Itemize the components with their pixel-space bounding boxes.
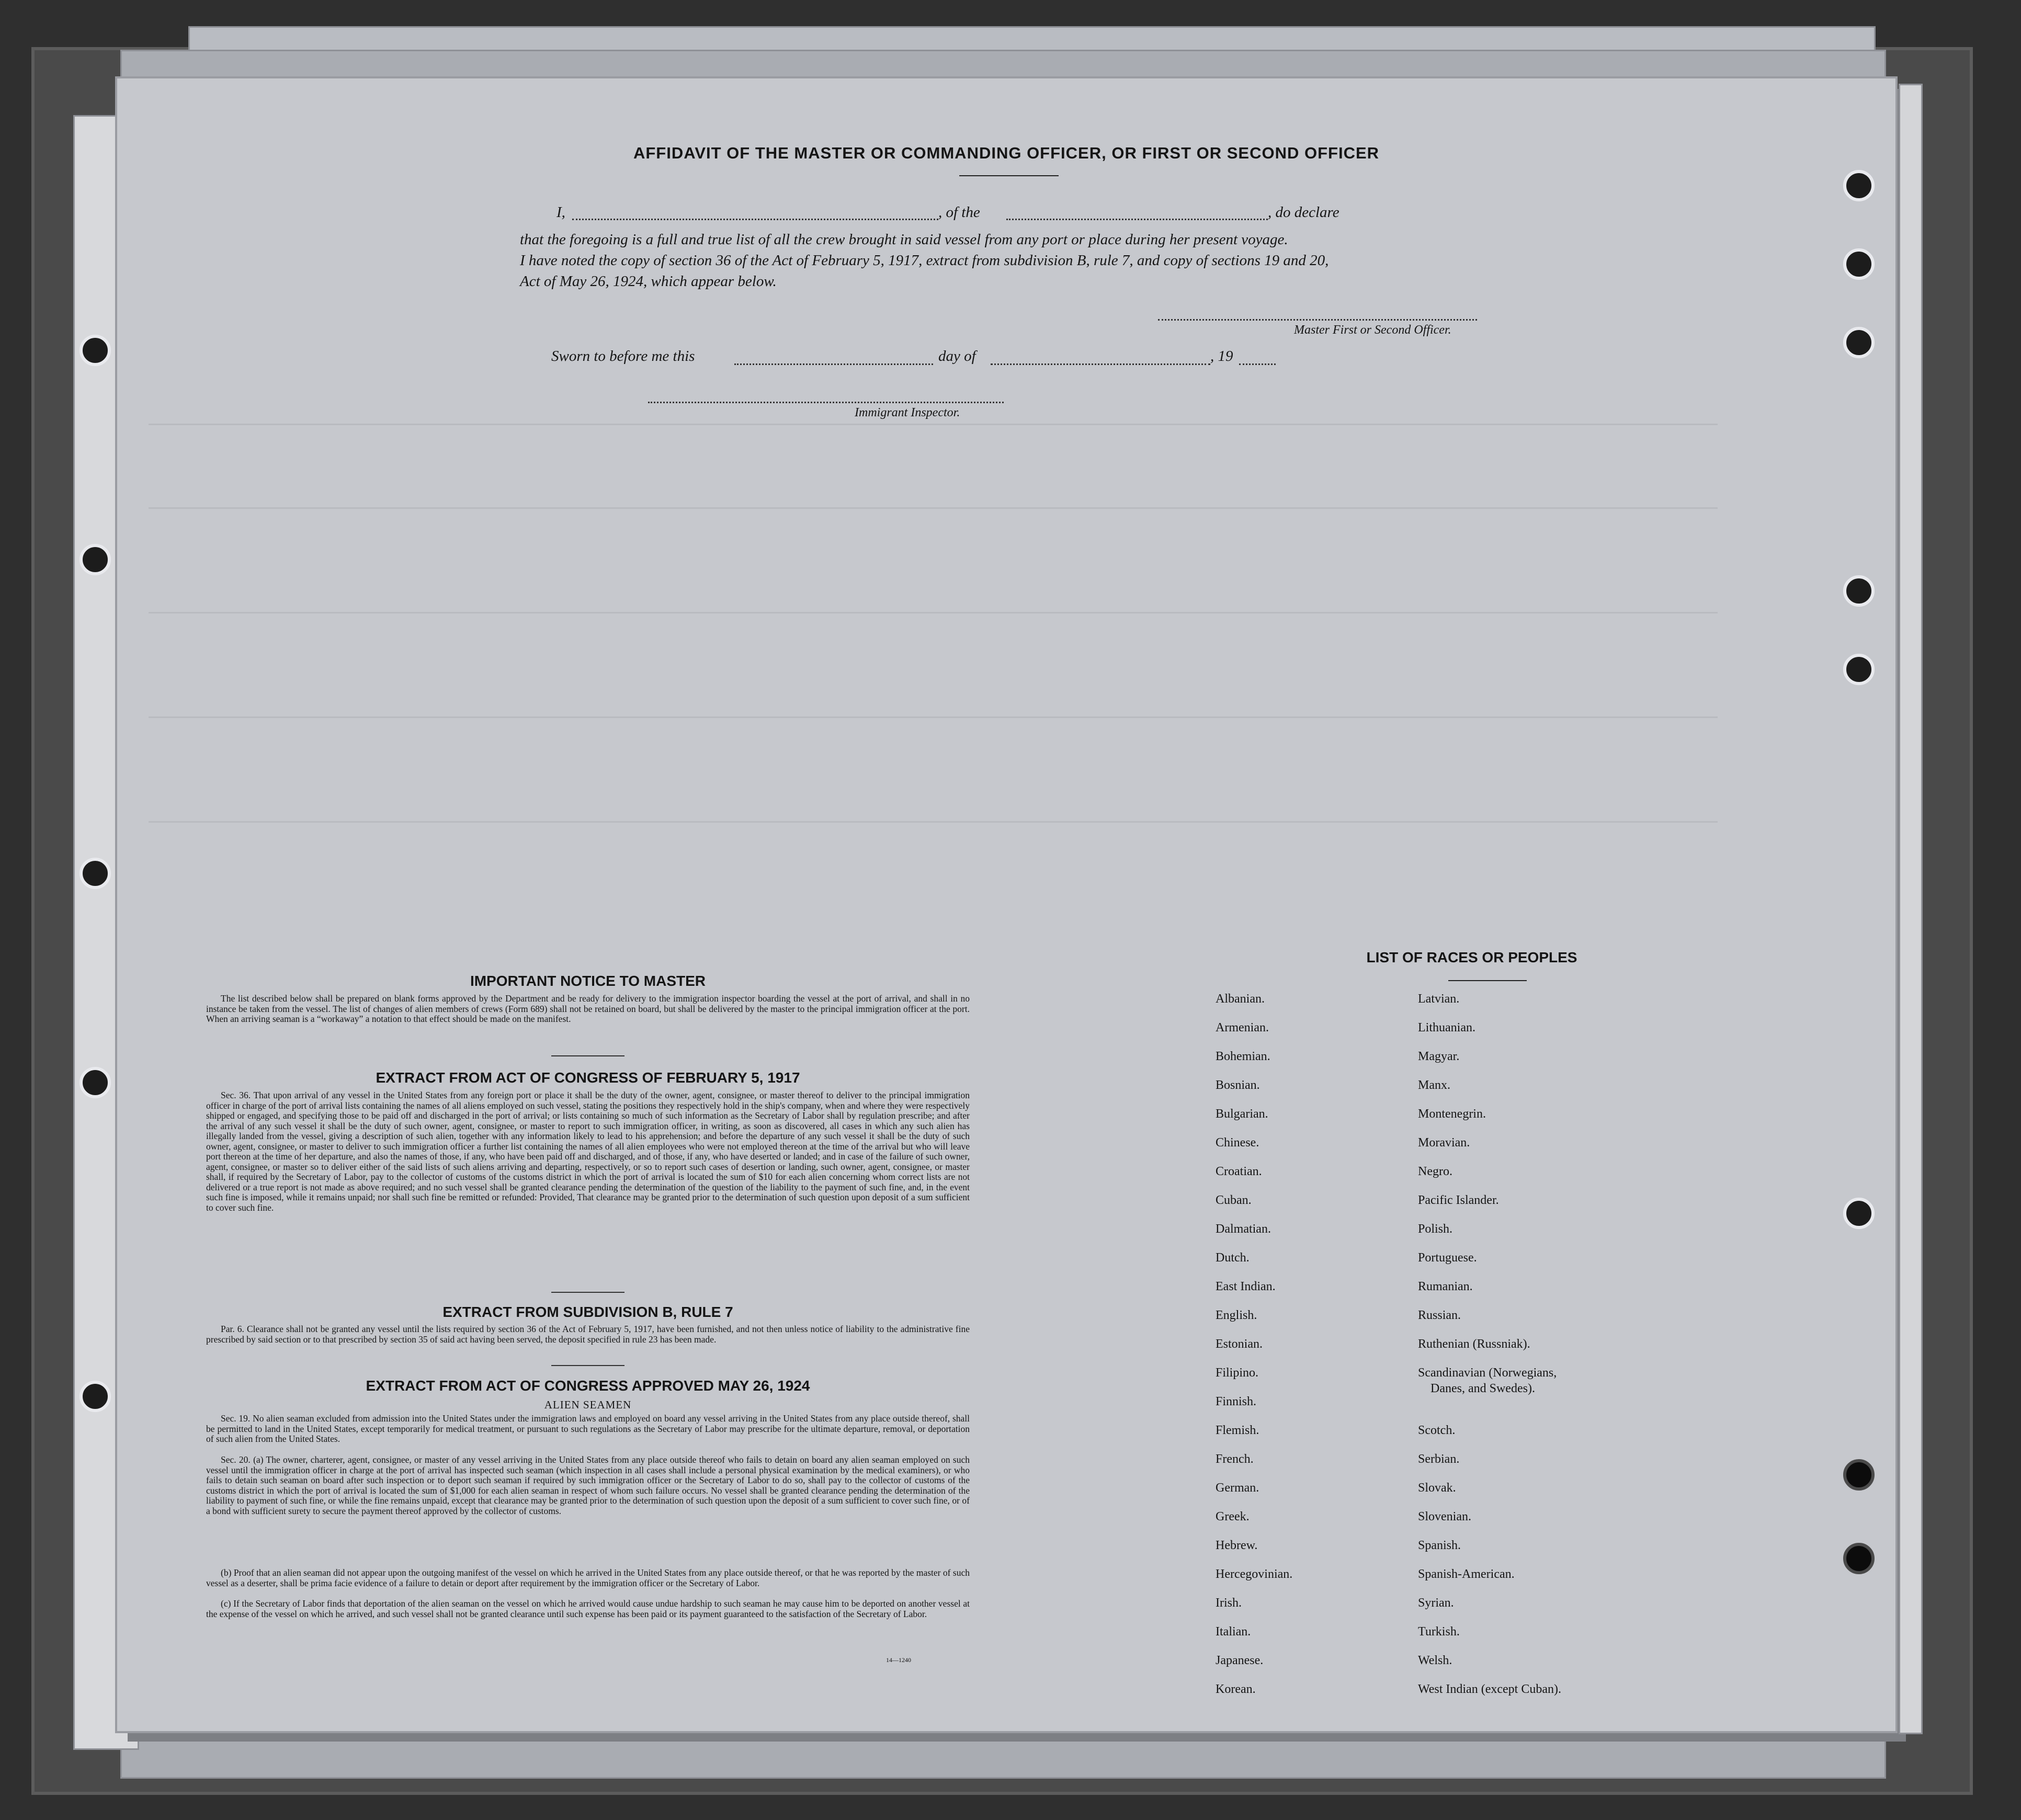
race-item: Flemish.	[1216, 1424, 1259, 1437]
race-item: Magyar.	[1418, 1050, 1460, 1063]
race-item: Lithuanian.	[1418, 1021, 1475, 1034]
inspector-signature-label: Immigrant Inspector.	[855, 406, 960, 419]
alien-seamen-subtitle: ALIEN SEAMEN	[544, 1398, 632, 1411]
form-number: 14—1240	[886, 1656, 911, 1664]
race-item: Bohemian.	[1216, 1050, 1270, 1063]
act-1917-text: Sec. 36. That upon arrival of any vessel in the United States from any foreign port or place it shall be the duty of the owner, agent, consignee, or master thereof to deliver to the principal immigration officer in charge of the port of arrival lists containing the names of all aliens employed on such vessel, stating the positions they respectively hold in the ship's company, when and where they were respectively shipped or engaged, and specifying those to be paid off and discharged in the port of arrival; or lists containing so much of such information as the Secretary of Labor shall by regulation prescribe; and after the arrival of any such vessel it shall be the duty of such owner, agent, consignee, or master to report to such immigration officer, in writing, as soon as discovered, all cases in which any such alien has illegally landed from the vessel, giving a description of such alien, together with any information likely to lead to his apprehension; and before the departure of any such vessel it shall be the duty of such owner, agent, consignee, or master to deliver to such immigration officer a further list containing the names of all alien employees who were not employed thereon at the time of the arrival but who will leave port thereon at the time of her departure, and also the names of those, if any, who have been paid off and discharged, and of those, if any, who have deserted or landed; and in case of the failure of such owner, agent, consignee, or master so to deliver either of the said lists of such aliens arriving and departing, respectively, or so to report such cases of desertion or landing, such owner, agent, consignee, or master shall, if required by the Secretary of Labor, pay to the collector of customs of the customs district in which the port of arrival is located the sum of $10 for each alien concerning whom correct lists are not delivered or a true report is not made as above required; and no such vessel shall be granted clearance pending the determination of the question of the liability to the payment of such fine, and, in the event such fine is imposed, while it remains unpaid; nor shall such fine be remitted or refunded: Provided, That clearance may be granted prior to the determination of such question upon deposit of a sum sufficient to cover such fine.	[206, 1090, 970, 1213]
race-item: Armenian.	[1216, 1021, 1269, 1034]
race-item: Polish.	[1418, 1222, 1453, 1236]
act-1924-sec-20a: Sec. 20. (a) The owner, charterer, agent, consignee, or master of any vessel arriving in the United States from any place outside thereof who fails to detain on board any alien seaman employed on such vessel until the immigration officer in charge at the port of arrival has inspected such seaman (which inspection in all cases shall include a personal physical examination by the medical examiners), or who fails to detain such seaman on board after such inspection or to deport such seaman if required by such immigration officer or the Secretary of Labor to do so, shall pay to the collector of customs of the customs district in which the port of arrival is located the sum of $1,000 for each alien seaman in respect of whom such failure occurs. No vessel shall be granted clearance pending the determination of the liability to payment of such fine, or while the fine remains unpaid, except that clearance may be granted prior to the determination of such question upon the deposit of a sum sufficient to cover such fine, or of a bond with sufficient surety to secure the payment thereof approved by the collector of customs.	[206, 1454, 970, 1516]
punch-hole	[1843, 575, 1875, 607]
vessel-blank-line	[1006, 219, 1268, 220]
race-item: Montenegrin.	[1418, 1107, 1486, 1121]
act-1917-title: EXTRACT FROM ACT OF CONGRESS OF FEBRUARY 5, 1917	[376, 1070, 800, 1086]
inspector-signature-line	[648, 402, 1004, 403]
race-item: Latvian.	[1418, 992, 1460, 1006]
punch-hole	[1843, 1198, 1875, 1229]
race-item: Dutch.	[1216, 1251, 1250, 1265]
race-item: Greek.	[1216, 1510, 1250, 1523]
act-1924-sec-19: Sec. 19. No alien seaman excluded from admission into the United States under the immigration laws and employed on board any vessel arriving in the United States from any place outside thereof, shall be permitted to land in the United States, except temporarily for medical treatment, or pursuant to such regulations as the Secretary of Labor may prescribe for the ultimate departure, removal, or deportation of such alien from the United States.	[206, 1413, 970, 1444]
affidavit-line-2: that the foregoing is a full and true list of all the crew brought in said vessel from any port or place during her present voyage.	[520, 231, 1288, 248]
rule-7-title: EXTRACT FROM SUBDIVISION B, RULE 7	[442, 1304, 733, 1320]
bleed-through-line	[149, 612, 1718, 613]
race-item: Portuguese.	[1418, 1251, 1477, 1265]
race-item: Estonian.	[1216, 1337, 1263, 1351]
underlying-sheet-edge	[1899, 84, 1923, 1734]
race-item: East Indian.	[1216, 1280, 1276, 1293]
punch-hole	[80, 1381, 111, 1412]
race-item: English.	[1216, 1309, 1257, 1322]
races-title: LIST OF RACES OR PEOPLES	[1366, 949, 1577, 965]
affidavit-title: AFFIDAVIT OF THE MASTER OR COMMANDING OFFICER, OR FIRST OR SECOND OFFICER	[633, 144, 1380, 162]
race-item: Bulgarian.	[1216, 1107, 1268, 1121]
race-item: Russian.	[1418, 1309, 1461, 1322]
race-item: Hebrew.	[1216, 1539, 1258, 1552]
race-item: West Indian (except Cuban).	[1418, 1682, 1561, 1696]
race-item: Spanish.	[1418, 1539, 1461, 1552]
punch-hole	[1843, 170, 1875, 201]
bleed-through-line	[149, 821, 1718, 823]
punch-hole	[80, 858, 111, 889]
race-item: Negro.	[1418, 1165, 1452, 1178]
affidavit-of-the: , of the	[938, 204, 980, 221]
bleed-through-line	[149, 716, 1718, 718]
sworn-text: Sworn to before me this	[551, 348, 695, 365]
race-item: Manx.	[1418, 1078, 1450, 1092]
race-item: French.	[1216, 1452, 1254, 1466]
race-item: Turkish.	[1418, 1625, 1460, 1639]
race-item: Scotch.	[1418, 1424, 1456, 1437]
race-item: Spanish-American.	[1418, 1567, 1515, 1581]
document-page	[117, 78, 1895, 1731]
day-of-text: day of	[938, 348, 976, 365]
race-item: Cuban.	[1216, 1193, 1252, 1207]
affidavit-line-4: Act of May 26, 1924, which appear below.	[520, 273, 777, 290]
race-item: Rumanian.	[1418, 1280, 1473, 1293]
race-item: Bosnian.	[1216, 1078, 1260, 1092]
punch-hole	[1843, 327, 1875, 358]
affidavit-line-3: I have noted the copy of section 36 of the Act of February 5, 1917, extract from subdivision B, rule 7, and copy of sections 19 and 20,	[520, 252, 1329, 269]
act-1924-title: EXTRACT FROM ACT OF CONGRESS APPROVED MAY 26, 1924	[366, 1378, 810, 1394]
race-item: Croatian.	[1216, 1165, 1262, 1178]
race-item: Irish.	[1216, 1596, 1242, 1610]
race-item: Scandinavian (Norwegians, Danes, and Swedes).	[1418, 1366, 1557, 1395]
year-prefix: , 19	[1210, 348, 1233, 365]
race-item: Welsh.	[1418, 1654, 1452, 1667]
sworn-day-line	[734, 363, 933, 365]
punch-hole	[1843, 1543, 1875, 1574]
master-signature-label: Master First or Second Officer.	[1294, 323, 1451, 337]
section-rule	[551, 1292, 625, 1293]
punch-hole	[1843, 248, 1875, 280]
sworn-month-line	[991, 363, 1210, 365]
race-item: Finnish.	[1216, 1395, 1257, 1408]
sworn-year-line	[1239, 363, 1276, 365]
master-signature-line	[1158, 319, 1477, 321]
race-item: Ruthenian (Russniak).	[1418, 1337, 1530, 1351]
race-item: Syrian.	[1418, 1596, 1454, 1610]
bleed-through-line	[149, 507, 1718, 509]
rule-7-text: Par. 6. Clearance shall not be granted any vessel until the lists required by section 36 of the Act of February 5, 1917, have been furnished, and not then unless notice of liability to the administrative fine prescribed by said section or to that prescribed by section 35 of said act having been served, the deposit specified in rule 23 has been made.	[206, 1324, 970, 1345]
race-item: Hercegovinian.	[1216, 1567, 1293, 1581]
act-1924-sec-20b: (b) Proof that an alien seaman did not appear upon the outgoing manifest of the vessel on which he arrived in the United States from any place outside thereof, or that he was reported by the master of such vessel as a deserter, shall be prima facie evidence of a failure to detain or deport after requirement by the immigration officer or the Secretary of Labor.	[206, 1567, 970, 1588]
punch-hole	[80, 1067, 111, 1098]
section-rule	[551, 1365, 625, 1366]
race-item: Slovak.	[1418, 1481, 1456, 1495]
title-rule	[959, 175, 1059, 176]
race-item: Italian.	[1216, 1625, 1251, 1639]
race-item: Dalmatian.	[1216, 1222, 1271, 1236]
race-item: Japanese.	[1216, 1654, 1264, 1667]
race-item: Albanian.	[1216, 992, 1265, 1006]
race-item: German.	[1216, 1481, 1259, 1495]
race-item: Pacific Islander.	[1418, 1193, 1499, 1207]
race-item: Chinese.	[1216, 1136, 1259, 1150]
races-title-rule	[1448, 980, 1527, 981]
affidavit-do-declare: , do declare	[1268, 204, 1339, 221]
races-right-column	[1418, 991, 1561, 1710]
bleed-through-line	[149, 424, 1718, 425]
punch-hole	[1843, 654, 1875, 685]
punch-hole	[80, 544, 111, 575]
race-item: Korean.	[1216, 1682, 1256, 1696]
punch-hole	[80, 335, 111, 366]
notice-text: The list described below shall be prepared on blank forms approved by the Department and be ready for delivery to the immigration inspector boarding the vessel at the port of arrival, and shall in no instance be taken from the vessel. The list of changes of alien members of crews (Form 689) shall not be retained on board, but shall be delivered by the master to the principal immigration officer at the port. When an arriving seaman is a “workaway” a notation to that effect should be made on the manifest.	[206, 993, 970, 1024]
race-item: Slovenian.	[1418, 1510, 1471, 1523]
races-left-column	[1216, 991, 1292, 1710]
race-item: Filipino.	[1216, 1366, 1259, 1380]
notice-title: IMPORTANT NOTICE TO MASTER	[470, 973, 706, 989]
section-rule	[551, 1055, 625, 1056]
act-1924-sec-20c: (c) If the Secretary of Labor finds that deportation of the alien seaman on the vessel on which he arrived would cause undue hardship to such seaman he may cause him to be deported on another vessel at the expense of the vessel on which he arrived, and such vessel shall not be granted clearance until such expense has been paid or its payment guaranteed to the satisfaction of the Secretary of Labor.	[206, 1598, 970, 1619]
race-item: Moravian.	[1418, 1136, 1470, 1150]
affidavit-i: I,	[557, 204, 565, 221]
name-blank-line	[572, 219, 938, 220]
punch-hole	[1843, 1459, 1875, 1491]
race-item: Serbian.	[1418, 1452, 1460, 1466]
